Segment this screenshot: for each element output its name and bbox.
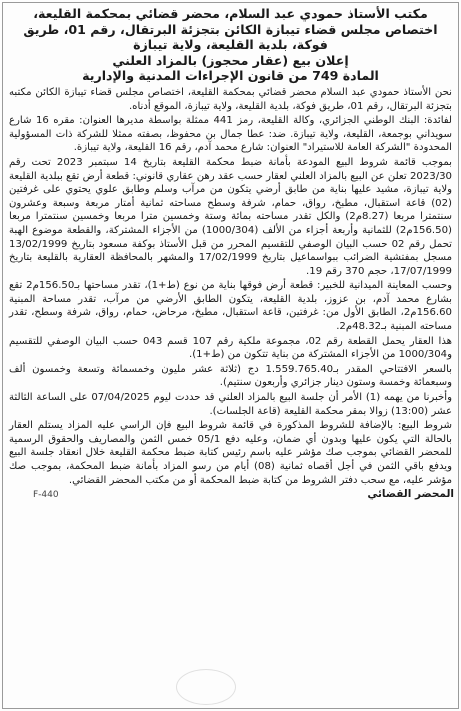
paragraph-lot-number: هذا العقار يحمل القطعة رقم 02، مجموعة ملكية رقم 107 قسم 043 حسب البيان الوصفي للتقسيم و1000/304 من الأجزاء المشتركة من بناية تتكون من (ط+1).	[9, 335, 452, 361]
paragraph-sale-conditions: شروط البيع: بالإضافة للشروط المذكورة في قائمة شروط البيع فإن الراسي عليه المزاد يستلم العقار بالحالة التي يكون عليها وبدون أي ضمان، وعليه دفع 05/1 خمس الثمن والمصاريف والحقوق الرسمية للمحضر القضائي بموجب صك مؤشر عليه باسم رئيس كتابة ضبط محكمة القليعة خلال انعقاد جلسة البيع ويدفع باقي الثمن في أجل أقصاه ثمانية (08) أيام من رسو المزاد بأمانة ضبط المحكمة، بموجب صك مؤشر عليه، مع سحب دفتر الشروط من كتابة ضبط المحكمة أو من مكتب المحضر القضائي.	[9, 420, 452, 486]
paragraph-expert-inspection: وحسب المعاينة الميدانية للخبير: قطعة أرض فوقها بناية من نوع (ط+1)، تقدر مساحتها بـ156.50م2 تقع بشارع محمد آدم، بن عزوز، بلدية القليعة، يتكون الطابق الأرضي من مرآب، تقدر مساحة المبنية 156.60م2، الطابق الأول من: غرفتين، قاعة استقبال، مطبخ، مرحاض، حمام، رواق، شرفة وسطح، تقدر مساحته المبنية بـ48.32م2.	[9, 280, 452, 333]
announcement-header	[9, 6, 452, 84]
paragraph-opening-price: بالسعر الافتتاحي المقدر بـ1.559.765.40 دج (ثلاثة عشر مليون وخمسمائة وتسعة وخمسون ألف وسبعمائة وخمسة وستون دينار جزائري وأربعون سنتيم).	[9, 363, 452, 389]
announcement-title: إعلان بيع (عقار محجوز) بالمزاد العلني	[112, 52, 349, 68]
header-jurisdiction-line: اختصاص مجلس قضاء تيبازة الكائن بتجزئة البرتقال، رقم 01، طريق	[23, 21, 438, 37]
header-office-line: مكتب الأستاذ حمودي عبد السلام، محضر قضائي بمحكمة القليعة،	[33, 6, 428, 21]
paragraph-auction-date: وأخبرنا من يهمه (1) الأمر أن جلسة البيع بالمزاد العلني قد حددت ليوم 07/04/2025 على الساعة الثالثة عشر (13:00) زوالا بمقر محكمة القليعة (قاعة الجلسات).	[9, 392, 452, 417]
paragraph-property-description: بموجب قائمة شروط البيع المودعة بأمانة ضبط محكمة القليعة بتاريخ 14 سبتمبر 2023 تحت رقم 2023/30 تعلن عن البيع بالمزاد العلني لعقار حسب عقد رهن عقاري قانوني: قطعة أرض تقع ببلدية القليعة ولاية تيبازة، مشيد عليها بناية من طابق أرضي يتكون من مرآب وسلم وطابق علوي يحتوي على غرفتين (02) قاعة استقبال، مطبخ، رواق، حمام، شرفة وسطح مساحته ثمانية أمتار مربعة وسبعة وعشرون سنتمترا مربعا (8.27م2) والكل تقدر مساحته بمائة وستة وخمسين مترا مربعا وخمسين سنتمترا مربعا (156.50م2) للثمانية وأربعة أجزاء من الألف (1000/304) من الأجزاء المشتركة، والقطعة موضوع الهبة تحمل رقم 02 حسب البيان الوصفي للتقسيم المحرر من قبل الأستاذ بوكفة مسعود بتاريخ 13/02/1999 مسجل بمفتشية الضرائب ببواسماعيل بتاريخ 17/02/1999 والمشهر بالمحافظة العقارية بالقليعة بتاريخ 17/07/1999، حجم 370 رقم 19.	[9, 156, 452, 277]
official-stamp	[176, 669, 236, 705]
reference-number: F-440	[33, 490, 59, 501]
announcement-body	[9, 86, 452, 487]
header-address-line: فوكة، بلدية القليعة، ولاية تيبازة	[133, 37, 328, 53]
announcement-footer	[7, 488, 454, 508]
bailiff-signature-label: المحضر القضائي	[367, 488, 454, 501]
paragraph-parties: لفائدة: البنك الوطني الجزائري، وكالة القليعة، رمز 441 ممثلة بواسطة مديرها العنوان: مقره 16 شارع سويداني بوجمعة، القليعة، ولاية تيبازة. ضد: عطا جمال بن محفوظ، بصفته ممثلا للشركة ذات المسؤولية المحدودة "الشركة العامة للاستيراد" العنوان: شارع محمد آدم، رقم 16 القليعة، ولاية تيبازة.	[9, 115, 452, 154]
legal-article-line: المادة 749 من قانون الإجراءات المدنية والإدارية	[82, 68, 379, 84]
paragraph-bailiff: نحن الأستاذ حمودي عبد السلام محضر قضائي بمحكمة القليعة، اختصاص مجلس قضاء تيبازة الكائن مكتبه بتجزئة البرتقال، رقم 01، طريق فوكة، بلدية القليعة، ولاية تيبازة، الموقع أدناه.	[9, 86, 452, 112]
